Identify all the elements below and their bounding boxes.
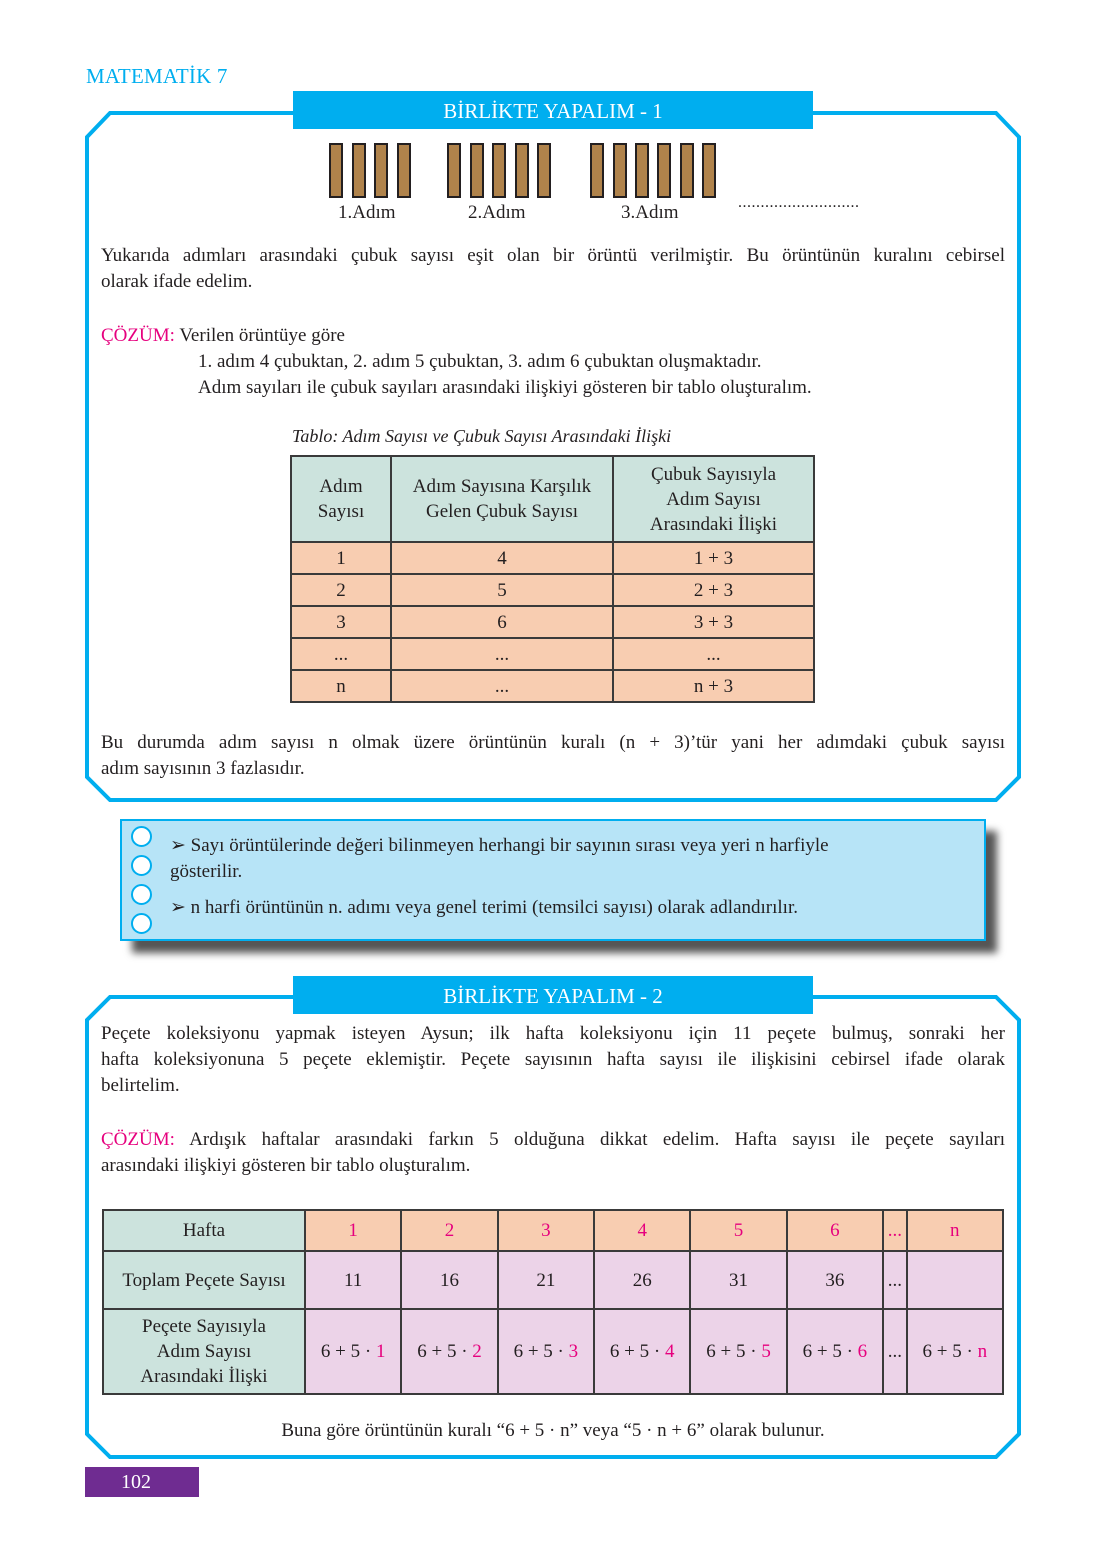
page-header-title: MATEMATİK 7 <box>86 64 228 88</box>
solution-label: ÇÖZÜM: <box>101 1129 175 1150</box>
intro-line: olarak ifade edelim. <box>101 271 253 292</box>
table-row: ... ... ... <box>291 638 814 670</box>
conclusion-line: Bu durumda adım sayısı n olmak üzere örüntünün kuralı (n + 3)’tür yani her adımdaki çubuk sayısı <box>101 732 1005 753</box>
table-header: Adım Sayısına Karşılık Gelen Çubuk Sayısı <box>391 456 613 542</box>
section1-banner: BİRLİKTE YAPALIM - 1 <box>293 91 813 129</box>
row-header: Toplam Peçete Sayısı <box>103 1251 305 1309</box>
napkin-table <box>102 1209 1004 1395</box>
solution-text: Verilen örüntüye göre <box>174 325 345 346</box>
table-row: 3 6 3 + 3 <box>291 606 814 638</box>
problem-paragraph: Peçete koleksiyonu yapmak isteyen Aysun; ilk hafta koleksiyonu için 11 peçete bulmuş, sonraki her hafta koleksiyonuna 5 peçete eklemiştir. Peçete sayısının hafta sayısı ile ilişkisini cebirsel ifade olarak belirtelim. <box>101 1023 1005 1096</box>
table-header: Adım Sayısı <box>291 456 391 542</box>
solution-text: 1. adım 4 çubuktan, 2. adım 5 çubuktan, 3. adım 6 çubuktan oluşmaktadır. <box>198 351 762 372</box>
table-row: 2 5 2 + 3 <box>291 574 814 606</box>
intro-line: Yukarıda adımları arasındaki çubuk sayısı eşit olan bir örüntü verilmiştir. Bu örüntünün kuralını cebirsel <box>101 245 1005 266</box>
row-header: Hafta <box>103 1210 305 1251</box>
info-item: ➢ Sayı örüntülerinde değeri bilinmeyen herhangi bir sayının sırası veya yeri n harfiyle gösterilir. <box>170 835 829 882</box>
section2-banner: BİRLİKTE YAPALIM - 2 <box>293 976 813 1014</box>
step-label: 1.Adım <box>338 202 396 223</box>
table-caption: Tablo: Adım Sayısı ve Çubuk Sayısı Arasındaki İlişki <box>292 426 672 446</box>
section2-conclusion: Buna göre örüntünün kuralı “6 + 5 · n” veya “5 · n + 6” olarak bulunur. <box>281 1420 825 1441</box>
arrow-bullet-icon: ➢ <box>170 835 186 856</box>
table-row: Toplam Peçete Sayısı 11 16 21 26 31 36 ... <box>103 1251 1003 1309</box>
conclusion-line: adım sayısının 3 fazlasıdır. <box>101 758 305 779</box>
table-row: Peçete Sayısıyla Adım Sayısı Arasındaki İlişki 6 + 5 · 1 6 + 5 · 2 6 + 5 · 3 6 + 5 · 4 6 + 5 · 5 6 + 5 · 6 ... 6 + 5 · n <box>103 1309 1003 1394</box>
continuation-dots: ........................... <box>738 194 860 211</box>
table-row: Hafta 1 2 3 4 5 6 ... n <box>103 1210 1003 1251</box>
arrow-bullet-icon: ➢ <box>170 897 186 918</box>
solution2-paragraph: ÇÖZÜM: Ardışık haftalar arasındaki farkın 5 olduğuna dikkat edelim. Hafta sayısı ile peçete sayıları arasındaki ilişkiyi gösteren bir tablo oluşturalım. <box>101 1129 1005 1176</box>
table-header: Çubuk Sayısıyla Adım Sayısı Arasındaki İlişki <box>613 456 814 542</box>
step-label: 2.Adım <box>468 202 526 223</box>
table-row: n ... n + 3 <box>291 670 814 702</box>
page-number: 102 <box>85 1467 199 1497</box>
info-item: ➢ n harfi örüntünün n. adımı veya genel terimi (temsilci sayısı) olarak adlandırılır. <box>170 897 798 918</box>
solution-text: Adım sayıları ile çubuk sayıları arasındaki ilişkiyi gösteren bir tablo oluşturalım. <box>198 377 812 398</box>
row-header: Peçete Sayısıyla Adım Sayısı Arasındaki İlişki <box>103 1309 305 1394</box>
table-row: 1 4 1 + 3 <box>291 542 814 574</box>
step-label: 3.Adım <box>621 202 679 223</box>
solution-label: ÇÖZÜM: <box>101 325 175 346</box>
